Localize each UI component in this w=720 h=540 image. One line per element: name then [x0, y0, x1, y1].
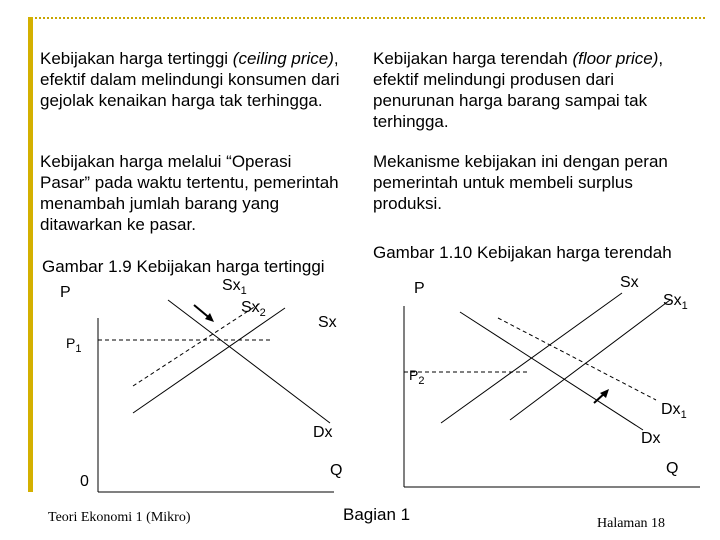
left-q-label: Q — [330, 462, 343, 479]
right-p2-label: $P_2$ — [409, 367, 425, 387]
operasi-pasar-text: Kebijakan harga melalui “Operasi Pasar” pada waktu tertentu, pemerintah menambah jumlah barang yang ditawarkan ke pasar. — [40, 152, 339, 234]
footer-course-title: Teori Ekonomi 1 (Mikro) — [48, 510, 191, 525]
footer-section: Bagian 1 — [343, 505, 411, 524]
left-dx-label: Dx — [313, 424, 333, 441]
ceiling-price-text: Kebijakan harga tertinggi (ceiling price), efektif dalam melindungi konsumen dari gejolak kenaikan harga tak terhingga. — [40, 49, 340, 110]
left-p-label: P — [60, 284, 71, 301]
figure-1-9-caption: Gambar 1.9 Kebijakan harga tertinggi — [42, 257, 325, 276]
right-dx-curve — [460, 312, 643, 430]
left-sx1-label: $Sx_1$ — [222, 277, 247, 298]
right-sx-label: Sx — [620, 274, 639, 291]
figure-1-10-caption: Gambar 1.10 Kebijakan harga terendah — [373, 243, 672, 262]
left-p1-label: $P_1$ — [66, 335, 82, 355]
right-sx1-label: $Sx_1$ — [663, 292, 688, 313]
floor-price-text: Kebijakan harga terendah (floor price), efektif melindungi produsen dari penurunan harga barang sampai tak terhingga. — [373, 49, 664, 131]
right-q-label: Q — [666, 460, 679, 477]
right-dx1-label: $Dx_1$ — [661, 401, 687, 422]
left-sx-label: Sx — [318, 314, 337, 331]
footer-page-number: Halaman 18 — [597, 516, 666, 531]
left-origin-label: 0 — [80, 473, 89, 490]
left-sx2-label: $Sx_2$ — [241, 299, 266, 320]
left-sx-curve — [133, 308, 285, 413]
right-dx-label: Dx — [641, 430, 661, 447]
mekanisme-text: Mekanisme kebijakan ini dengan peran pemerintah untuk membeli surplus produksi. — [373, 152, 668, 213]
right-p-label: P — [414, 280, 425, 297]
